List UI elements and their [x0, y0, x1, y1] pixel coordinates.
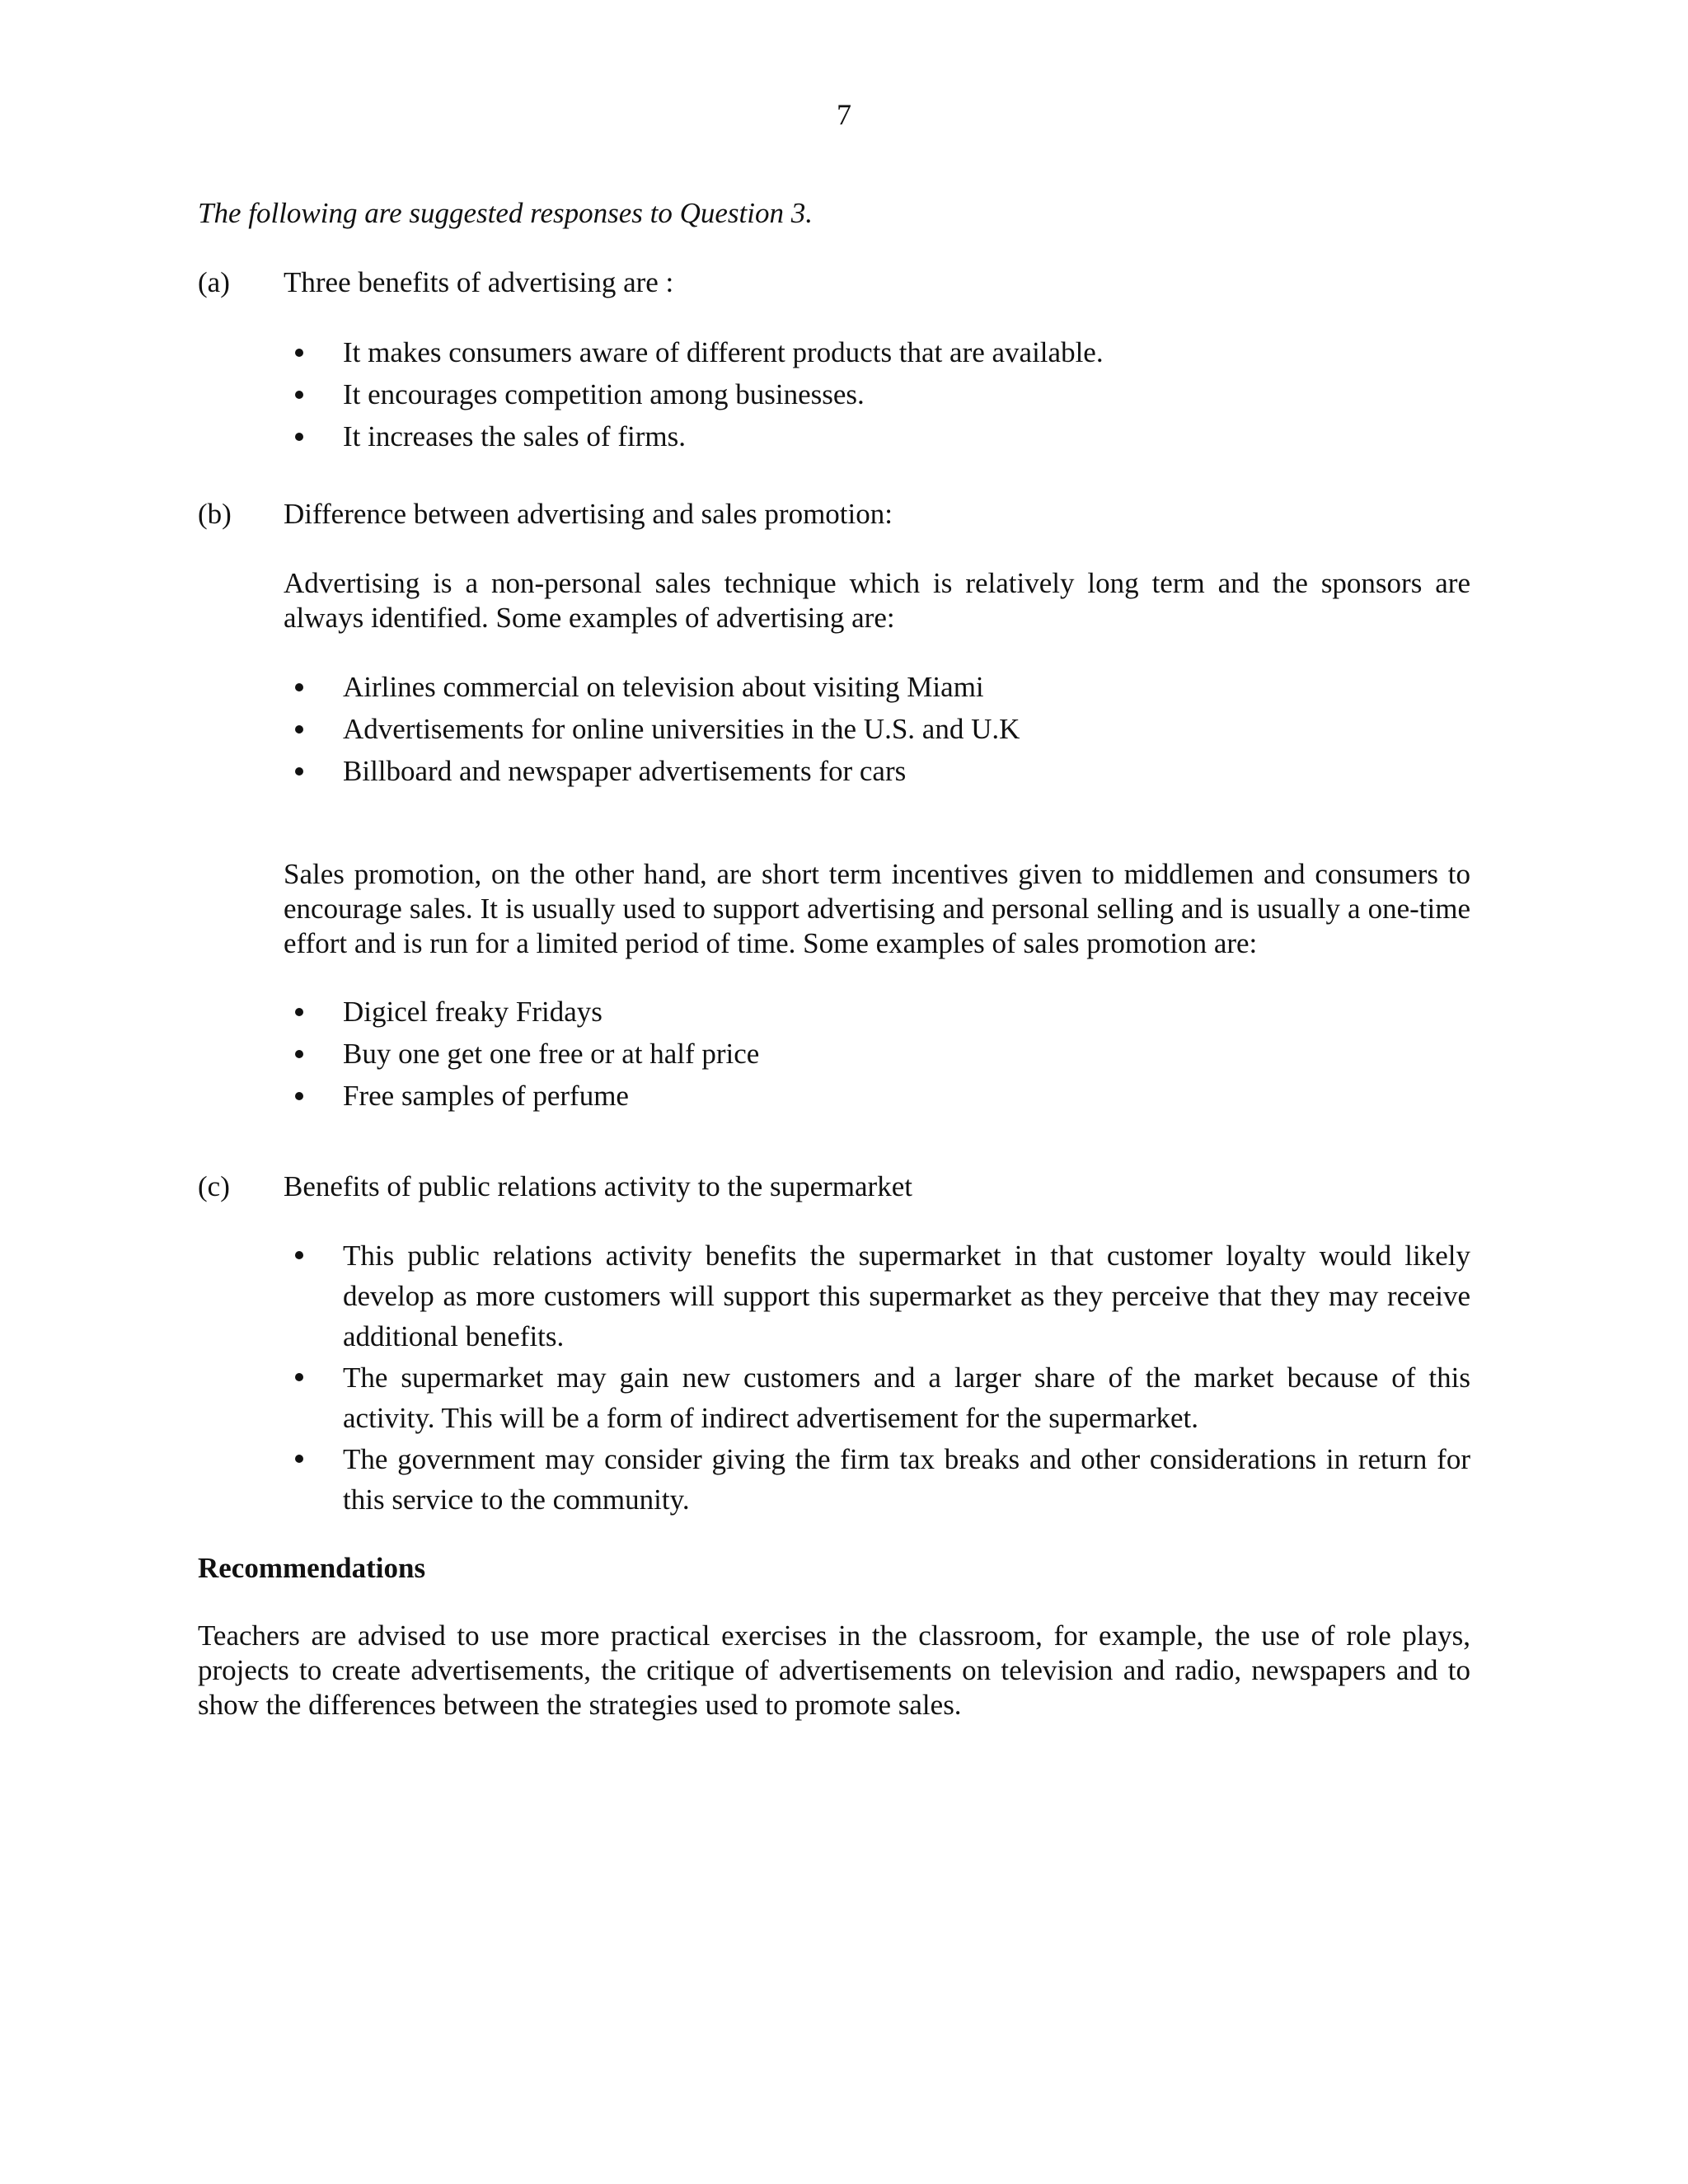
sales-promotion-paragraph: Sales promotion, on the other hand, are short term incentives given to middlemen and consumers to encourage sales. It is usually used to support advertising and personal selling and is usually a one-time effort and is run for a limited period of time. Some examples of sales promotion are:	[284, 858, 1470, 959]
list-item	[284, 419, 1104, 462]
intro-text: The following are suggested responses to Question 3.	[198, 197, 813, 229]
bullet-icon	[295, 1092, 303, 1100]
list-item	[284, 377, 1104, 419]
list-item	[284, 1439, 1470, 1520]
list-item	[284, 670, 1020, 712]
bullet-text: Digicel freaky Fridays	[343, 996, 603, 1028]
list-item	[284, 712, 1020, 754]
bullet-icon	[295, 1251, 303, 1259]
list-item	[284, 754, 1020, 796]
bullet-icon	[295, 683, 303, 691]
bullet-icon	[295, 349, 303, 357]
bullet-icon	[295, 1373, 303, 1381]
list-item	[284, 1357, 1470, 1438]
bullet-text: Buy one get one free or at half price	[343, 1038, 760, 1070]
part-b-letter: (b)	[198, 498, 232, 530]
bullet-text: Airlines commercial on television about visiting Miami	[343, 671, 984, 703]
list-item	[284, 1235, 1470, 1357]
part-c-bullet-list	[284, 1235, 1470, 1521]
recommendations-heading: Recommendations	[198, 1552, 426, 1584]
part-b-heading: Difference between advertising and sales promotion:	[284, 498, 893, 530]
advertising-examples-list	[284, 670, 1020, 796]
part-a-heading: Three benefits of advertising are :	[284, 266, 674, 298]
bullet-text: The supermarket may gain new customers and a larger share of the market because of this activity. This will be a form of indirect advertisement for the supermarket.	[343, 1361, 1470, 1434]
part-a-letter: (a)	[198, 266, 230, 298]
bullet-text: Billboard and newspaper advertisements for cars	[343, 755, 907, 787]
bullet-icon	[295, 433, 303, 441]
bullet-icon	[295, 1008, 303, 1016]
list-item	[284, 995, 759, 1037]
bullet-text: This public relations activity benefits the supermarket in that customer loyalty would likely develop as more customers will support this supermarket as they perceive that they may receive additional benefits.	[343, 1240, 1470, 1352]
advertising-paragraph: Advertising is a non-personal sales technique which is relatively long term and the sponsors are always identified. Some examples of advertising are:	[284, 567, 1470, 634]
recommendations-paragraph: Teachers are advised to use more practical exercises in the classroom, for example, the use of role plays, projects to create advertisements, the critique of advertisements on television and radio, newspapers and to show the differences between the strategies used to promote sales.	[198, 1619, 1470, 1721]
list-item	[284, 1037, 759, 1079]
list-item	[284, 1079, 759, 1121]
bullet-text: It encourages competition among businesses.	[343, 378, 865, 410]
bullet-icon	[295, 391, 303, 399]
page-number: 7	[837, 98, 851, 131]
bullet-text: It increases the sales of firms.	[343, 420, 686, 452]
part-c-heading: Benefits of public relations activity to the supermarket	[284, 1170, 912, 1202]
bullet-text: Advertisements for online universities in the U.S. and U.K	[343, 713, 1020, 745]
sales-promotion-examples-list	[284, 995, 759, 1121]
bullet-icon	[295, 725, 303, 733]
part-a-bullet-list	[284, 335, 1104, 462]
bullet-text: Free samples of perfume	[343, 1080, 629, 1112]
part-c-letter: (c)	[198, 1170, 230, 1202]
bullet-text: It makes consumers aware of different products that are available.	[343, 336, 1104, 368]
bullet-icon	[295, 767, 303, 776]
bullet-icon	[295, 1455, 303, 1463]
bullet-icon	[295, 1050, 303, 1058]
list-item	[284, 335, 1104, 377]
bullet-text: The government may consider giving the firm tax breaks and other considerations in return for this service to the community.	[343, 1443, 1470, 1516]
